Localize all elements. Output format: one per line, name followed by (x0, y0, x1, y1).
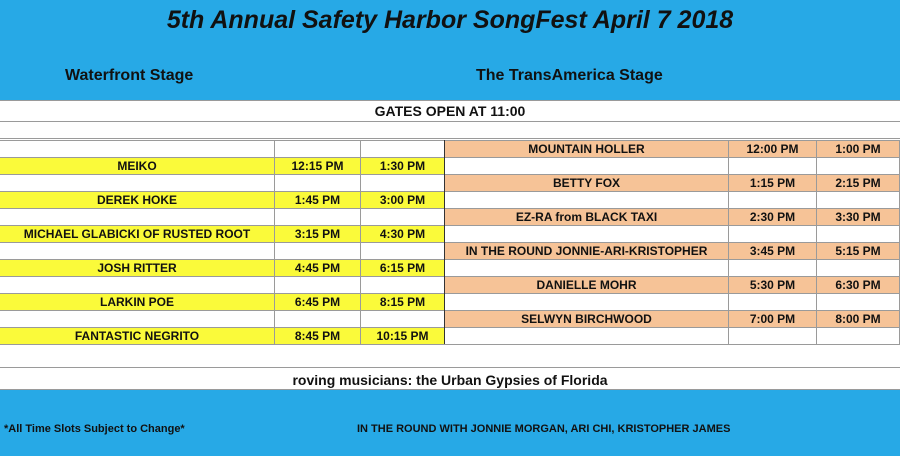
transamerica-start-time: 12:00 PM (729, 141, 817, 157)
transamerica-artist: BETTY FOX (445, 175, 729, 191)
waterfront-artist: MICHAEL GLABICKI OF RUSTED ROOT (0, 226, 275, 242)
transamerica-start-time: 1:15 PM (729, 175, 817, 191)
waterfront-end-time: 8:15 PM (361, 294, 445, 310)
empty-cell (0, 209, 275, 225)
page-title: 5th Annual Safety Harbor SongFest April 7 2018 (166, 6, 734, 34)
empty-cell (0, 141, 275, 157)
gates-open-text: GATES OPEN AT 11:00 (374, 103, 526, 119)
empty-cell (729, 328, 817, 344)
waterfront-start-time: 12:15 PM (275, 158, 361, 174)
waterfront-end-time: 4:30 PM (361, 226, 445, 242)
empty-cell (275, 311, 361, 327)
empty-cell (729, 158, 817, 174)
transamerica-end-time: 6:30 PM (817, 277, 900, 293)
empty-cell (445, 294, 729, 310)
waterfront-end-time: 10:15 PM (361, 328, 445, 344)
waterfront-artist: JOSH RITTER (0, 260, 275, 276)
empty-cell (817, 260, 900, 276)
waterfront-start-time: 8:45 PM (275, 328, 361, 344)
transamerica-end-time: 5:15 PM (817, 243, 900, 259)
grid-line (0, 138, 900, 139)
transamerica-start-time: 2:30 PM (729, 209, 817, 225)
empty-cell (361, 141, 445, 157)
empty-cell (445, 158, 729, 174)
empty-cell (817, 158, 900, 174)
transamerica-end-time: 1:00 PM (817, 141, 900, 157)
empty-cell (0, 277, 275, 293)
empty-cell (275, 141, 361, 157)
waterfront-artist: DEREK HOKE (0, 192, 275, 208)
grid-line (0, 121, 900, 122)
transamerica-artist: EZ-RA from BLACK TAXI (445, 209, 729, 225)
empty-cell (445, 226, 729, 242)
transamerica-start-time: 3:45 PM (729, 243, 817, 259)
empty-cell (817, 294, 900, 310)
transamerica-artist: MOUNTAIN HOLLER (445, 141, 729, 157)
waterfront-end-time: 1:30 PM (361, 158, 445, 174)
empty-cell (275, 175, 361, 191)
empty-cell (0, 311, 275, 327)
empty-cell (729, 260, 817, 276)
empty-cell (361, 175, 445, 191)
time-change-disclaimer: *All Time Slots Subject to Change* (4, 423, 185, 435)
waterfront-artist: FANTASTIC NEGRITO (0, 328, 275, 344)
empty-cell (817, 226, 900, 242)
waterfront-end-time: 3:00 PM (361, 192, 445, 208)
waterfront-artist: MEIKO (0, 158, 275, 174)
empty-cell (445, 328, 729, 344)
waterfront-start-time: 1:45 PM (275, 192, 361, 208)
transamerica-stage-heading: The TransAmerica Stage (476, 67, 663, 84)
waterfront-end-time: 6:15 PM (361, 260, 445, 276)
empty-cell (729, 226, 817, 242)
transamerica-end-time: 2:15 PM (817, 175, 900, 191)
waterfront-start-time: 6:45 PM (275, 294, 361, 310)
transamerica-end-time: 3:30 PM (817, 209, 900, 225)
transamerica-start-time: 7:00 PM (729, 311, 817, 327)
empty-cell (361, 243, 445, 259)
empty-cell (445, 192, 729, 208)
grid-line (0, 100, 900, 101)
empty-cell (0, 243, 275, 259)
empty-cell (361, 209, 445, 225)
roving-musicians-text: roving musicians: the Urban Gypsies of Florida (292, 372, 608, 388)
empty-cell (275, 209, 361, 225)
grid-line (0, 367, 900, 368)
transamerica-artist: IN THE ROUND JONNIE-ARI-KRISTOPHER (445, 243, 729, 259)
empty-cell (445, 260, 729, 276)
waterfront-start-time: 3:15 PM (275, 226, 361, 242)
empty-cell (817, 328, 900, 344)
transamerica-artist: SELWYN BIRCHWOOD (445, 311, 729, 327)
empty-cell (361, 311, 445, 327)
empty-cell (729, 192, 817, 208)
empty-cell (729, 294, 817, 310)
empty-cell (275, 243, 361, 259)
waterfront-artist: LARKIN POE (0, 294, 275, 310)
grid-line (0, 344, 900, 345)
transamerica-end-time: 8:00 PM (817, 311, 900, 327)
empty-cell (0, 175, 275, 191)
empty-cell (361, 277, 445, 293)
in-the-round-note: IN THE ROUND WITH JONNIE MORGAN, ARI CHI, KRISTOPHER JAMES (357, 423, 731, 435)
transamerica-start-time: 5:30 PM (729, 277, 817, 293)
waterfront-start-time: 4:45 PM (275, 260, 361, 276)
waterfront-stage-heading: Waterfront Stage (65, 67, 194, 84)
empty-cell (817, 192, 900, 208)
stage-divider (444, 140, 445, 344)
transamerica-artist: DANIELLE MOHR (445, 277, 729, 293)
empty-cell (275, 277, 361, 293)
